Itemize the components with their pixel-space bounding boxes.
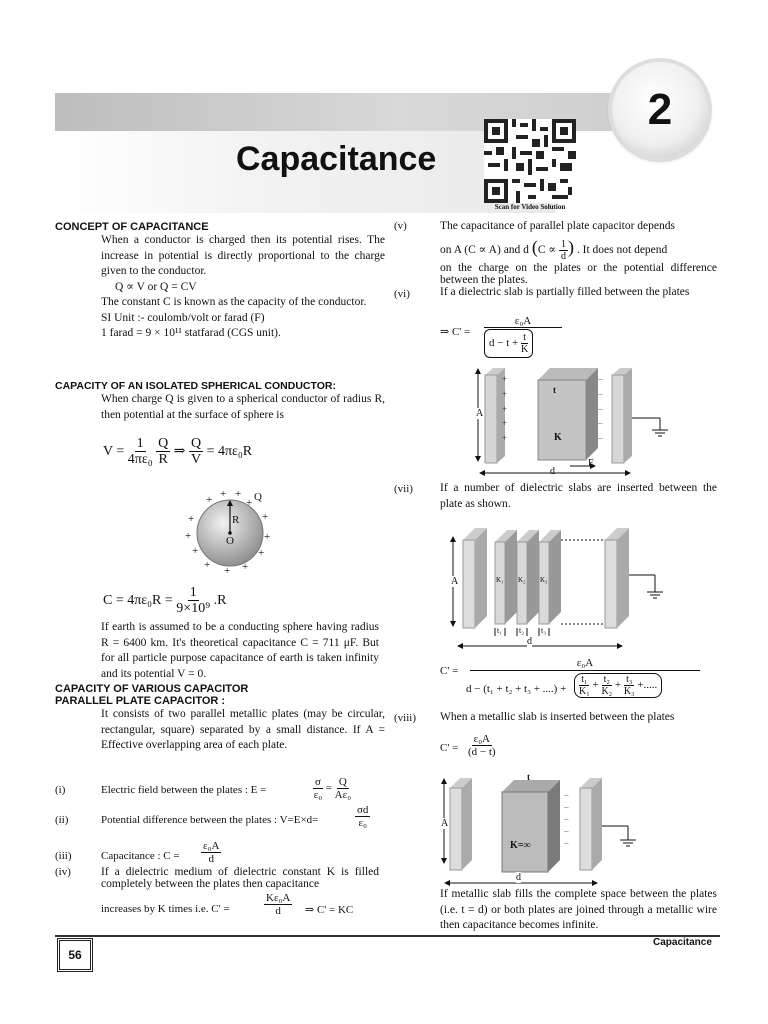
item-number: (v) <box>394 220 407 232</box>
item-viii: When a metallic slab is inserted between the plates <box>440 711 675 723</box>
page-number: 56 <box>57 938 93 972</box>
svg-text:–: – <box>598 374 603 384</box>
svg-text:–: – <box>564 826 569 836</box>
section-heading: CAPACITY OF AN ISOLATED SPHERICAL CONDUCTOR: <box>55 380 336 392</box>
svg-text:+: + <box>502 418 508 428</box>
svg-text:+: + <box>224 565 231 577</box>
svg-text:–: – <box>564 838 569 848</box>
svg-text:+: + <box>502 404 508 414</box>
chapter-number-badge <box>612 62 708 158</box>
sphere-capacitance-equation: C = 4πε₀R = $\frac{1}{\text{9×10⁹}}$ .R <box>103 585 227 617</box>
svg-text:+: + <box>242 561 249 573</box>
item-v: The capacitance of parallel plate capacitor depends on A (C ∝ A) and d (C ∝ $\frac{1}{d}$ ) . It does not depend on the charge on the plates or the potential difference between the plates. <box>440 220 717 286</box>
footer-rule <box>55 935 720 937</box>
svg-text:+: + <box>192 545 199 557</box>
metallic-slab-figure: – – – – – t A K=∞ d <box>436 770 656 888</box>
svg-text:+: + <box>258 547 265 559</box>
svg-text:+: + <box>235 488 242 500</box>
paragraph: When charge Q is given to a spherical conductor of radius R, then potential at the surface of sphere is <box>101 393 385 421</box>
svg-text:+: + <box>185 530 192 542</box>
svg-text:+: + <box>204 559 211 571</box>
multiple-dielectric-figure: A K₁ K₂ K₃ t₁ t₂ t₃ d <box>445 520 675 652</box>
multiple-dielectric-equation: C' = ε₀A d − (t₁ + t₂ + t₃ + ....) + $\frac{\text{t₁}}{\text{K₁}}$ + $\frac{\text{t₂}}{\text{K₂}}$ + $\frac{\text{t₃}}{\text{K₃}}$ +..... <box>440 657 720 707</box>
svg-text:–: – <box>598 418 603 428</box>
svg-text:–: – <box>598 404 603 414</box>
paragraph: It consists of two parallel metallic plates (may be circular, rectangular, square) separated by a small distance. If A = Effective overlapping area of each plate. <box>101 708 385 751</box>
section-subheading: PARALLEL PLATE CAPACITOR : <box>55 695 226 707</box>
svg-text:+: + <box>502 389 508 399</box>
svg-text:–: – <box>598 389 603 399</box>
item-number: (viii) <box>394 712 416 724</box>
item-number: (vii) <box>394 483 413 495</box>
svg-text:–: – <box>564 802 569 812</box>
svg-text:+: + <box>188 513 195 525</box>
unit-line: SI Unit :- coulomb/volt or farad (F) <box>101 311 265 324</box>
svg-text:–: – <box>564 814 569 824</box>
item-vii: If a number of dielectric slabs are inserted between the plate as shown. <box>440 482 717 510</box>
chapter-title: Capacitance <box>236 140 437 178</box>
svg-text:–: – <box>564 790 569 800</box>
svg-text:+: + <box>502 433 508 443</box>
section-heading: CAPACITY OF VARIOUS CAPACITOR <box>55 683 249 695</box>
radius-label: R <box>232 514 240 526</box>
svg-text:+: + <box>262 511 269 523</box>
svg-text:+: + <box>220 488 227 500</box>
svg-text:+: + <box>206 494 213 506</box>
metallic-slab-paragraph: If metallic slab fills the complete space between the plates (i.e. t = d) or both plates are joined through a metallic wire then capacitance becomes infinite. <box>440 888 717 931</box>
center-label: O <box>226 535 234 547</box>
chapter-number: 2 <box>647 85 673 134</box>
footer-chapter-title: Capacitance <box>653 937 712 948</box>
farad-line: 1 farad = 9 × 10¹¹ statfarad (CGS unit). <box>101 327 281 339</box>
partial-dielectric-figure: + + + + + – – – – – t A K d E <box>470 360 690 480</box>
qr-caption: Scan for Video Solution <box>494 203 566 211</box>
charged-sphere-diagram <box>180 488 280 578</box>
qr-code[interactable] <box>484 119 576 203</box>
charge-label: Q <box>254 491 262 503</box>
item-number: (vi) <box>394 288 410 300</box>
paragraph: If earth is assumed to be a conducting sphere having radius R = 6400 km. It's theoretical capacitance C = 711 μF. But for all particle purpose capacitance of earth is taken infinity and its potential V = 0. <box>101 621 379 680</box>
equation: Q ∝ V or Q = CV <box>115 280 197 293</box>
sphere-potential-equation: V = $\frac{1}{\text{4πε₀}}$ $\frac{Q}{R}$ ⇒ $\frac{Q}{V}$ = 4πε₀R <box>103 436 253 468</box>
svg-text:+: + <box>502 374 508 384</box>
svg-text:–: – <box>598 433 603 443</box>
item-vi: If a dielectric slab is partially filled between the plates <box>440 286 690 298</box>
svg-text:+: + <box>264 531 271 543</box>
section-heading: CONCEPT OF CAPACITANCE <box>55 221 209 233</box>
svg-text:+: + <box>246 497 253 509</box>
paragraph: The constant C is known as the capacity of the conductor. <box>101 296 367 308</box>
paragraph: When a conductor is charged then its potential rises. The increase in potential is directly proportional to the charge given to the conductor. <box>101 234 385 277</box>
